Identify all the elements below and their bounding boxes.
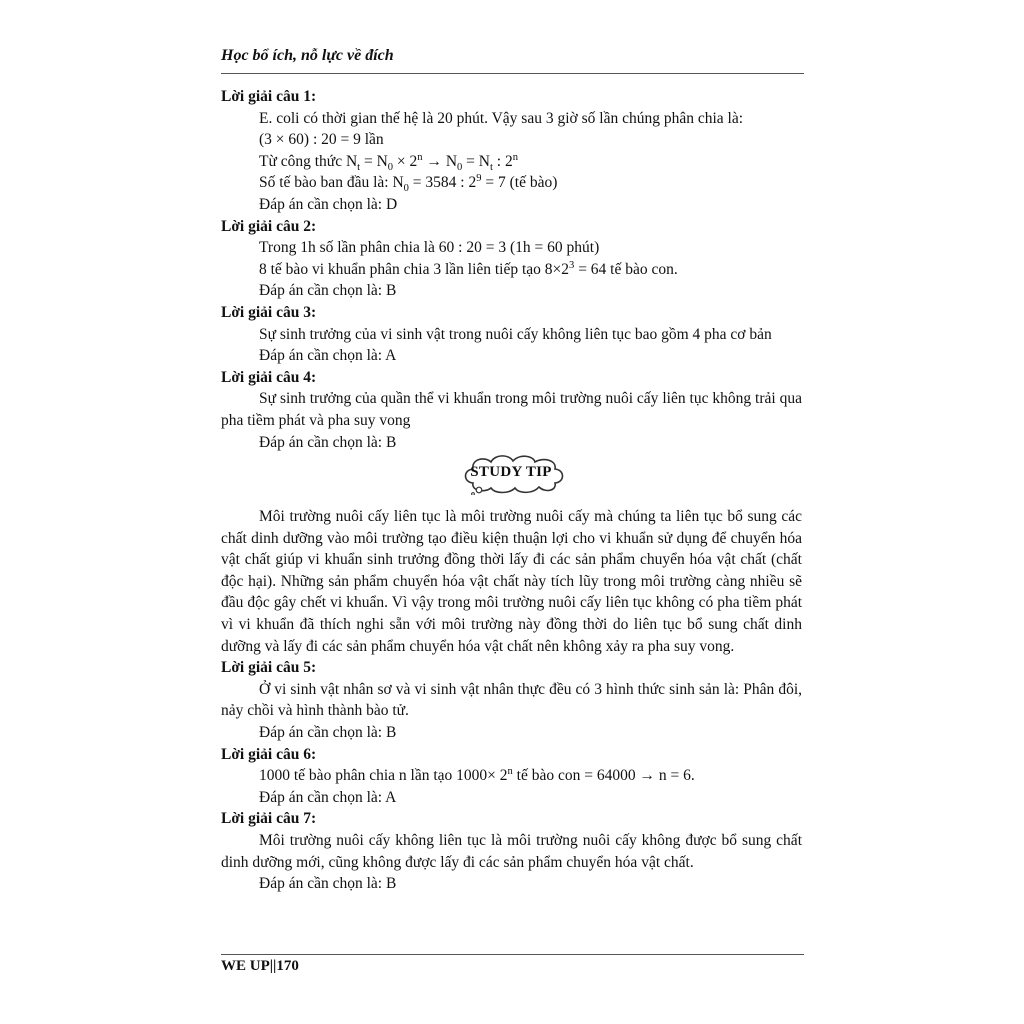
solution-3-answer: Đáp án cần chọn là: A [259,347,397,365]
solution-7-answer: Đáp án cần chọn là: B [259,875,397,893]
solution-3 [221,302,802,367]
page-footer: WE UP||170 [221,958,299,974]
solution-5-answer: Đáp án cần chọn là: B [259,724,397,742]
study-tip-badge [221,453,802,495]
solution-3-title: Lời giải câu 3: [221,303,317,321]
solution-2 [221,216,802,302]
solution-4-answer: Đáp án cần chọn là: B [259,433,397,451]
page-content [221,86,802,895]
footer-divider [221,954,804,955]
solution-1-answer: Đáp án cần chọn là: D [259,195,398,213]
solution-4-text: Sự sinh trưởng của quần thể vi khuẩn trong môi trường nuôi cấy liên tục không trải qua pha tiềm phát và pha suy vong [221,390,802,429]
solution-2-line-1: Trong 1h số lần phân chia là 60 : 20 = 3 (1h = 60 phút) [259,239,600,257]
solution-3-text: Sự sinh trưởng của vi sinh vật trong nuôi cấy không liên tục bao gồm 4 pha cơ bản [259,325,772,343]
solution-1-result: Số tế bào ban đầu là: $N_0 = 3584$ : $2^9 = 7$ (tế bào) [259,173,558,195]
solution-1-title: Lời giải câu 1: [221,88,317,105]
header-divider [221,73,804,74]
solution-6-answer: Đáp án cần chọn là: A [259,788,397,806]
solution-5-title: Lời giải câu 5: [221,659,317,677]
solution-2-answer: Đáp án cần chọn là: B [259,282,397,300]
solution-4-title: Lời giải câu 4: [221,368,317,386]
solution-4 [221,367,802,453]
solution-1-line-2: (3 × 60) : 20 = 9 lần [259,131,384,149]
solution-2-line-2: 8 tế bào vi khuẩn phân chia 3 lần liên tiếp tạo $8\times 2^3 = 64$ tế bào con. [259,259,678,278]
study-tip-text: Môi trường nuôi cấy liên tục là môi trường nuôi cấy mà chúng ta liên tục bổ sung các chất dinh dưỡng vào môi trường tạo điều kiện thuận lợi cho vi khuẩn sử dụng để chuyển hóa vật chất giúp vi khuẩn sinh trưởng đồng thời lấy đi các sản phẩm chuyển hóa vật chất (chất độc hại). Những sản phẩm chuyển hóa vật chất này tích lũy trong môi trường càng nhiều sẽ đầu độc gây chết vi khuẩn. Vì vậy trong môi trường nuôi cấy liên tục không có pha tiềm phát vì vi khuẩn đã thích nghi sẵn với môi trường này đồng thời do liên tục bổ sung chất dinh dưỡng và lấy đi các sản phẩm chuyển hóa vật chất nên không xảy ra pha suy vong. [221,508,802,655]
solution-5-text: Ở vi sinh vật nhân sơ và vi sinh vật nhân thực đều có 3 hình thức sinh sản là: Phân đôi, nảy chồi và hình thành bào tử. [221,680,802,720]
solution-1 [221,86,802,216]
page-header-title: Học bổ ích, nỗ lực về đích [221,47,394,64]
solution-1-line-1: E. coli có thời gian thế hệ là 20 phút. Vậy sau 3 giờ số lần chúng phân chia là: [259,109,744,127]
solution-5 [221,657,802,743]
solution-7-title: Lời giải câu 7: [221,810,317,828]
solution-7 [221,808,802,894]
solution-2-title: Lời giải câu 2: [221,217,317,235]
solution-6-title: Lời giải câu 6: [221,745,317,763]
solution-6 [221,744,802,809]
study-tip-label: STUDY TIP [470,464,552,481]
solution-7-text: Môi trường nuôi cấy không liên tục là môi trường nuôi cấy không được bổ sung chất dinh dưỡng mới, cũng không được lấy đi các sản phẩm chuyển hóa vật chất. [221,832,802,871]
solution-1-formula: Từ công thức $N_t = N_0 \times 2^n \to N_0 = N_t$ : 2$^n$ [259,151,518,173]
solution-6-line-1: 1000 tế bào phân chia n lần tạo $1000\times 2^n$ tế bào con = 64000 → n = 6. [259,766,695,785]
